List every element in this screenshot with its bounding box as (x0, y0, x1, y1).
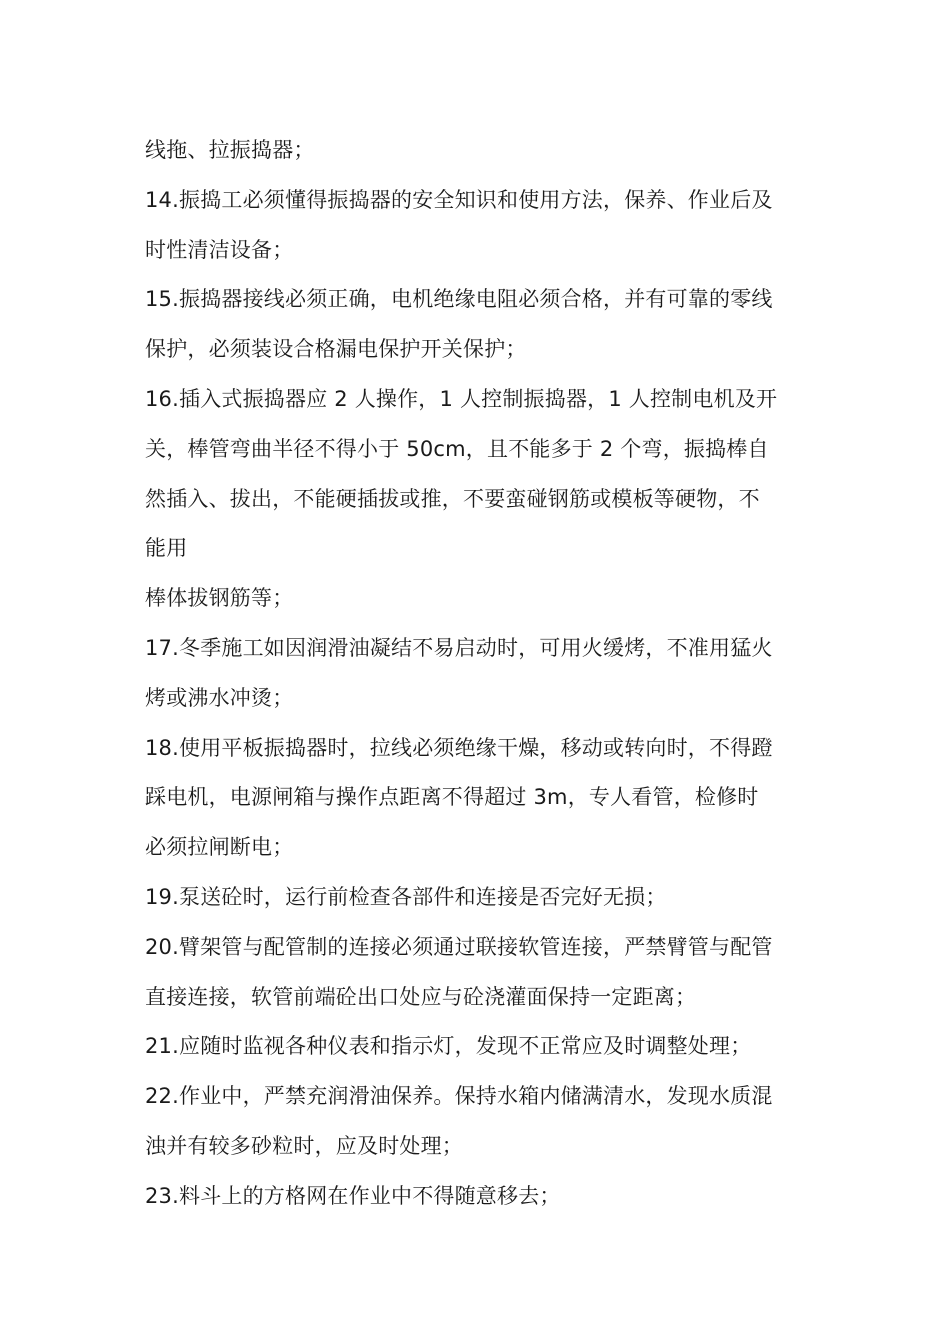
text-line: 18.使用平板振捣器时，拉线必须绝缘干燥，移动或转向时，不得蹬 (145, 735, 773, 760)
document-body (145, 126, 815, 1222)
text-line: 能用 (145, 536, 188, 561)
text-line: 关，棒管弯曲半径不得小于 50cm，且不能多于 2 个弯，振捣棒自 (145, 436, 769, 461)
text-line: 直接连接，软管前端砼出口处应与砼浇灌面保持一定距离； (145, 984, 697, 1009)
text-line: 16.插入式振捣器应 2 人操作，1 人控制振捣器，1 人控制电机及开 (145, 386, 778, 411)
text-line: 然插入、拔出，不能硬插拔或推，不要蛮碰钢筋或模板等硬物，不 (145, 486, 760, 511)
text-line: 21.应随时监视各种仪表和指示灯，发现不正常应及时调整处理； (145, 1034, 752, 1059)
text-line: 14.振捣工必须懂得振捣器的安全知识和使用方法，保养、作业后及 (145, 187, 773, 212)
text-line: 17.冬季施工如因润滑油凝结不易启动时，可用火缓烤，不准用猛火 (145, 635, 773, 660)
text-line: 棒体拔钢筋等； (145, 586, 294, 611)
text-line: 19.泵送砼时，运行前检查各部件和连接是否完好无损； (145, 884, 667, 909)
text-line: 20.臂架管与配管制的连接必须通过联接软管连接，严禁臂管与配管 (145, 934, 773, 959)
text-line: 保护，必须装设合格漏电保护开关保护； (145, 337, 527, 362)
text-line: 线拖、拉振捣器； (145, 138, 315, 162)
text-line: 22.作业中，严禁充润滑油保养。保持水箱内储满清水，发现水质混 (145, 1084, 773, 1109)
text-line: 时性清洁设备； (145, 237, 294, 262)
text-line: 15.振捣器接线必须正确，电机绝缘电阻必须合格，并有可靠的零线 (145, 287, 773, 312)
text-line: 浊并有较多砂粒时，应及时处理； (145, 1133, 463, 1158)
text-line: 烤或沸水冲烫； (145, 685, 294, 710)
text-line: 踩电机，电源闸箱与操作点距离不得超过 3m，专人看管，检修时 (145, 785, 759, 810)
text-line: 必须拉闸断电； (145, 835, 294, 860)
text-line: 23.料斗上的方格网在作业中不得随意移去； (145, 1183, 561, 1208)
